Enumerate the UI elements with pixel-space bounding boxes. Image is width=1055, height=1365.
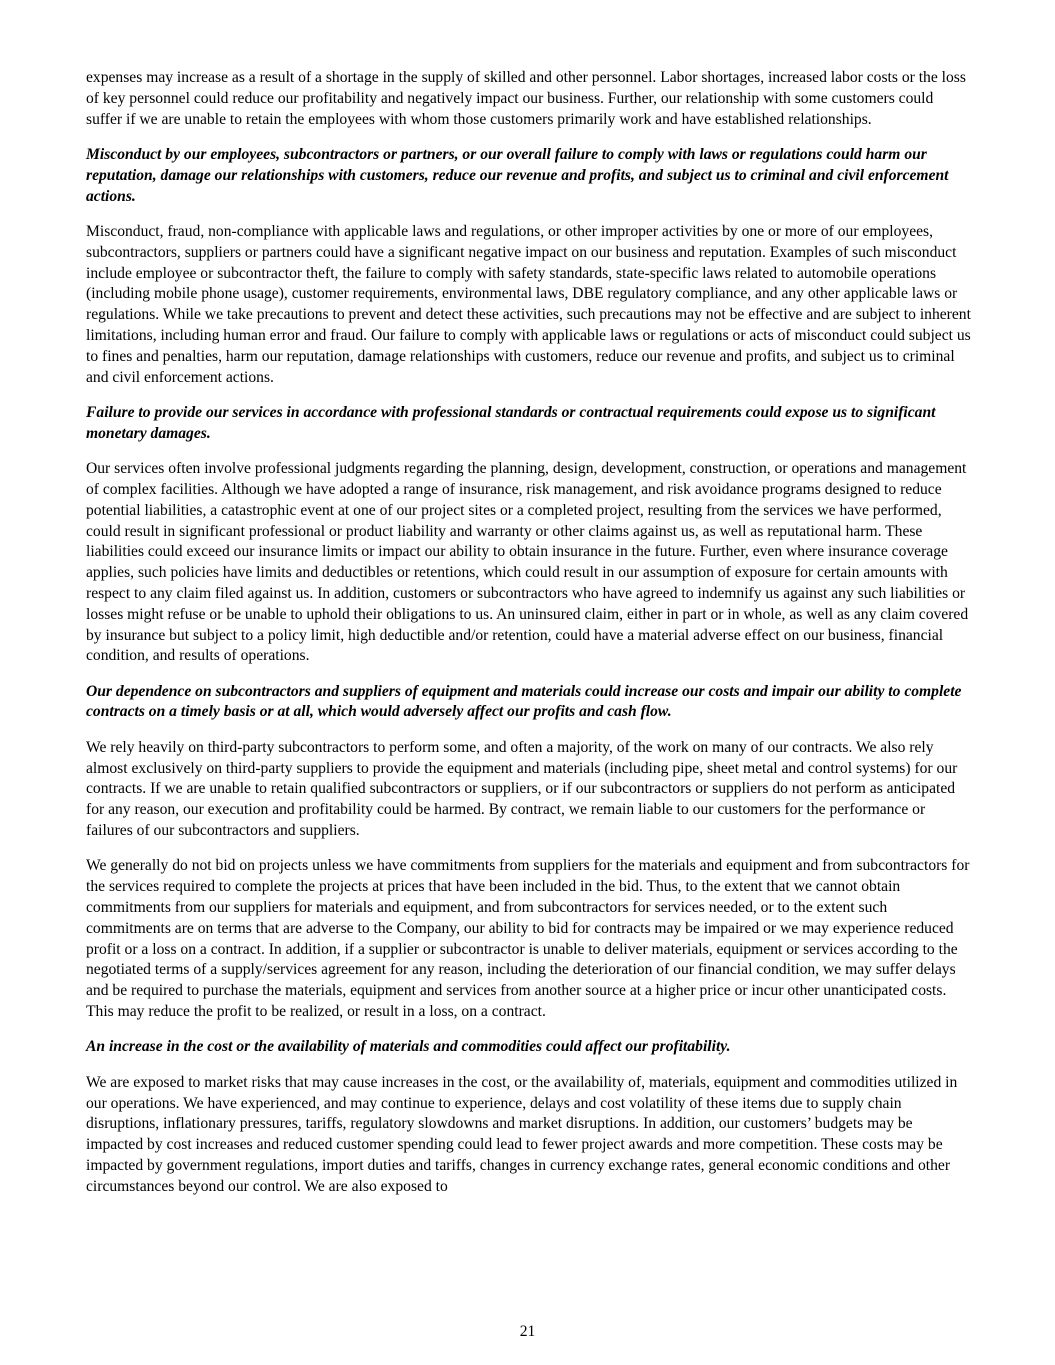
document-page	[86, 68, 972, 1212]
section-heading: An increase in the cost or the availability of materials and commodities could affect our profitability.	[86, 1038, 731, 1056]
body-paragraph: Our services often involve professional judgments regarding the planning, design, development, construction, or operations and management of complex facilities. Although we have adopted a range of insurance, risk management, and risk avoidance programs designed to reduce potential liabilities, a catastrophic event at one of our project sites or a completed project, resulting from the services we have performed, could result in significant professional or product liability and warranty or other claims against us, as well as reputational harm. These liabilities could exceed our insurance limits or impact our ability to obtain insurance in the future. Further, even where insurance coverage applies, such policies have limits and deductibles or retentions, which could result in our assumption of exposure for certain amounts with respect to any claim filed against us. In addition, customers or subcontractors who have agreed to indemnify us against any such liabilities or losses might refuse or be unable to uphold their obligations to us. An uninsured claim, either in part or in whole, as well as any claim covered by insurance but subject to a policy limit, high deductible and/or retention, could have a material adverse effect on our business, financial condition, and results of operations.	[86, 460, 969, 665]
body-paragraph: expenses may increase as a result of a shortage in the supply of skilled and other personnel. Labor shortages, increased labor costs or the loss of key personnel could reduce our profitability and negatively impact our business. Further, our relationship with some customers could suffer if we are unable to retain the employees with whom those customers primarily work and have established relationships.	[86, 69, 966, 128]
body-paragraph: We generally do not bid on projects unless we have commitments from suppliers for the materials and equipment and from subcontractors for the services required to complete the projects at prices that have been included in the bid. Thus, to the extent that we cannot obtain commitments from our suppliers for materials and equipment, and from subcontractors for services needed, or to the extent such commitments are on terms that are adverse to the Company, our ability to bid for contracts may be impaired or we may experience reduced profit or a loss on a contract. In addition, if a supplier or subcontractor is unable to deliver materials, equipment or services according to the negotiated terms of a supply/services agreement for any reason, including the deterioration of our financial condition, we may suffer delays and be required to purchase the materials, equipment and services from another source at a higher price or incur other unanticipated costs. This may reduce the profit to be realized, or result in a loss, on a contract.	[86, 857, 970, 1021]
section-heading: Misconduct by our employees, subcontractors or partners, or our overall failure to comply with laws or regulations could harm our reputation, damage our relationships with customers, reduce our revenue and profits, and subject us to criminal and civil enforcement actions.	[86, 145, 949, 205]
section-heading: Our dependence on subcontractors and suppliers of equipment and materials could increase our costs and impair our ability to complete contracts on a timely basis or at all, which would adversely affect our profits and cash flow.	[86, 682, 962, 721]
section-heading: Failure to provide our services in accordance with professional standards or contractual requirements could expose us to significant monetary damages.	[86, 403, 936, 442]
page-number: 21	[519, 1323, 536, 1340]
body-paragraph: We rely heavily on third-party subcontractors to perform some, and often a majority, of the work on many of our contracts. We also rely almost exclusively on third-party suppliers to provide the equipment and materials (including pipe, sheet metal and control systems) for our contracts. If we are unable to retain qualified subcontractors or suppliers, or if our subcontractors or suppliers do not perform as anticipated for any reason, our execution and profitability could be harmed. By contract, we remain liable to our customers for the performance or failures of our subcontractors and suppliers.	[86, 738, 958, 840]
body-paragraph: We are exposed to market risks that may cause increases in the cost, or the availability of, materials, equipment and commodities utilized in our operations. We have experienced, and may continue to experience, delays and cost volatility of these items due to supply chain disruptions, inflationary pressures, tariffs, regulatory slowdowns and market disruptions. In addition, our customers’ budgets may be impacted by cost increases and reduced customer spending could lead to fewer project awards and more competition. These costs may be impacted by government regulations, import duties and tariffs, changes in currency exchange rates, general economic conditions and other circumstances beyond our control. We are also exposed to	[86, 1073, 958, 1195]
body-paragraph: Misconduct, fraud, non-compliance with applicable laws and regulations, or other improper activities by one or more of our employees, subcontractors, suppliers or partners could have a significant negative impact on our business and reputation. Examples of such misconduct include employee or subcontractor theft, the failure to comply with safety standards, state-specific laws related to automobile operations (including mobile phone usage), customer requirements, environmental laws, DBE regulatory compliance, and any other applicable laws or regulations. While we take precautions to prevent and detect these activities, such precautions may not be effective and are subject to inherent limitations, including human error and fraud. Our failure to comply with applicable laws or regulations or acts of misconduct could subject us to fines and penalties, harm our reputation, damage relationships with customers, reduce our revenue and profits, and subject us to criminal and civil enforcement actions.	[86, 222, 971, 386]
